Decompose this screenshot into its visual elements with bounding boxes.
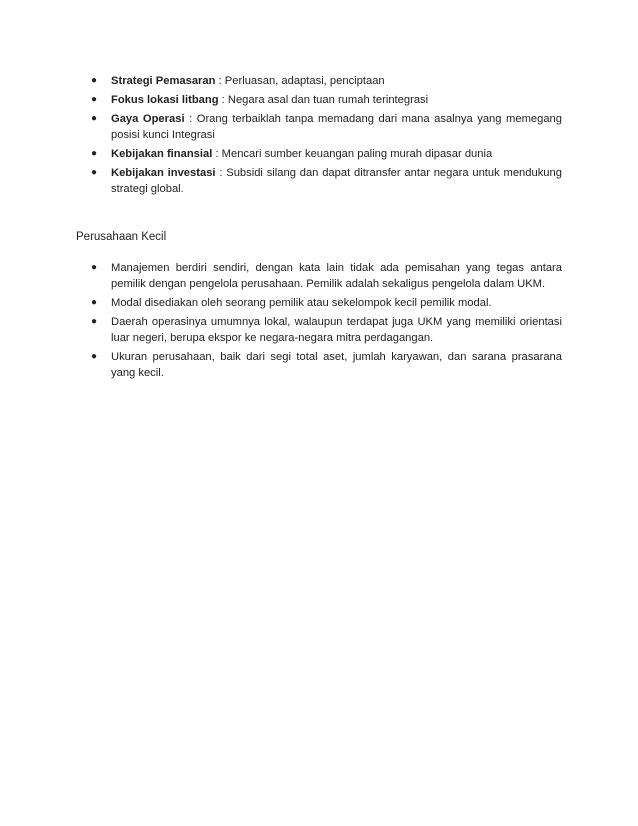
bullet-icon: ● <box>90 113 98 124</box>
bullet-icon: ● <box>90 167 98 178</box>
item-text: : Perluasan, adaptasi, penciptaan <box>215 75 385 87</box>
list-item <box>88 295 562 311</box>
list-item <box>88 111 562 143</box>
item-text: Daerah operasinya umumnya lokal, walaupun terdapat juga UKM yang memiliki orientasi luar negeri, berupa ekspor ke negara-negara mitra perdagangan. <box>111 316 562 344</box>
item-text: : Subsidi silang dan dapat ditransfer antar negara untuk mendukung strategi global. <box>111 167 562 195</box>
strategy-list <box>88 73 562 200</box>
bullet-icon: ● <box>90 262 98 273</box>
list-item <box>88 314 562 346</box>
bullet-icon: ● <box>90 297 98 308</box>
item-term: Kebijakan finansial <box>111 148 213 160</box>
list-item <box>88 92 562 108</box>
item-text: Ukuran perusahaan, baik dari segi total aset, jumlah karyawan, dan sarana prasarana yang kecil. <box>111 351 562 379</box>
small-company-list <box>88 260 562 384</box>
list-item <box>88 349 562 381</box>
item-term: Gaya Operasi <box>111 113 185 125</box>
bullet-icon: ● <box>90 316 98 327</box>
list-item <box>88 260 562 292</box>
item-text: : Negara asal dan tuan rumah terintegrasi <box>218 94 429 106</box>
section-heading: Perusahaan Kecil <box>76 231 167 243</box>
list-item <box>88 146 562 162</box>
item-text: : Orang terbaiklah tanpa memadang dari mana asalnya yang memegang posisi kunci Integrasi <box>111 113 563 141</box>
item-text: Modal disediakan oleh seorang pemilik atau sekelompok kecil pemilik modal. <box>111 297 492 309</box>
item-text: : Mencari sumber keuangan paling murah dipasar dunia <box>212 148 493 160</box>
bullet-icon: ● <box>90 94 98 105</box>
item-term: Fokus lokasi litbang <box>111 94 219 106</box>
item-term: Strategi Pemasaran <box>111 75 216 87</box>
list-item <box>88 165 562 197</box>
bullet-icon: ● <box>90 148 98 159</box>
bullet-icon: ● <box>90 351 98 362</box>
item-term: Kebijakan investasi <box>111 167 216 179</box>
bullet-icon: ● <box>90 75 98 86</box>
list-item <box>88 73 562 89</box>
item-text: Manajemen berdiri sendiri, dengan kata lain tidak ada pemisahan yang tegas antara pemilik dengan pengelola perusahaan. Pemilik adalah sekaligus pengelola dalam UKM. <box>111 262 562 290</box>
